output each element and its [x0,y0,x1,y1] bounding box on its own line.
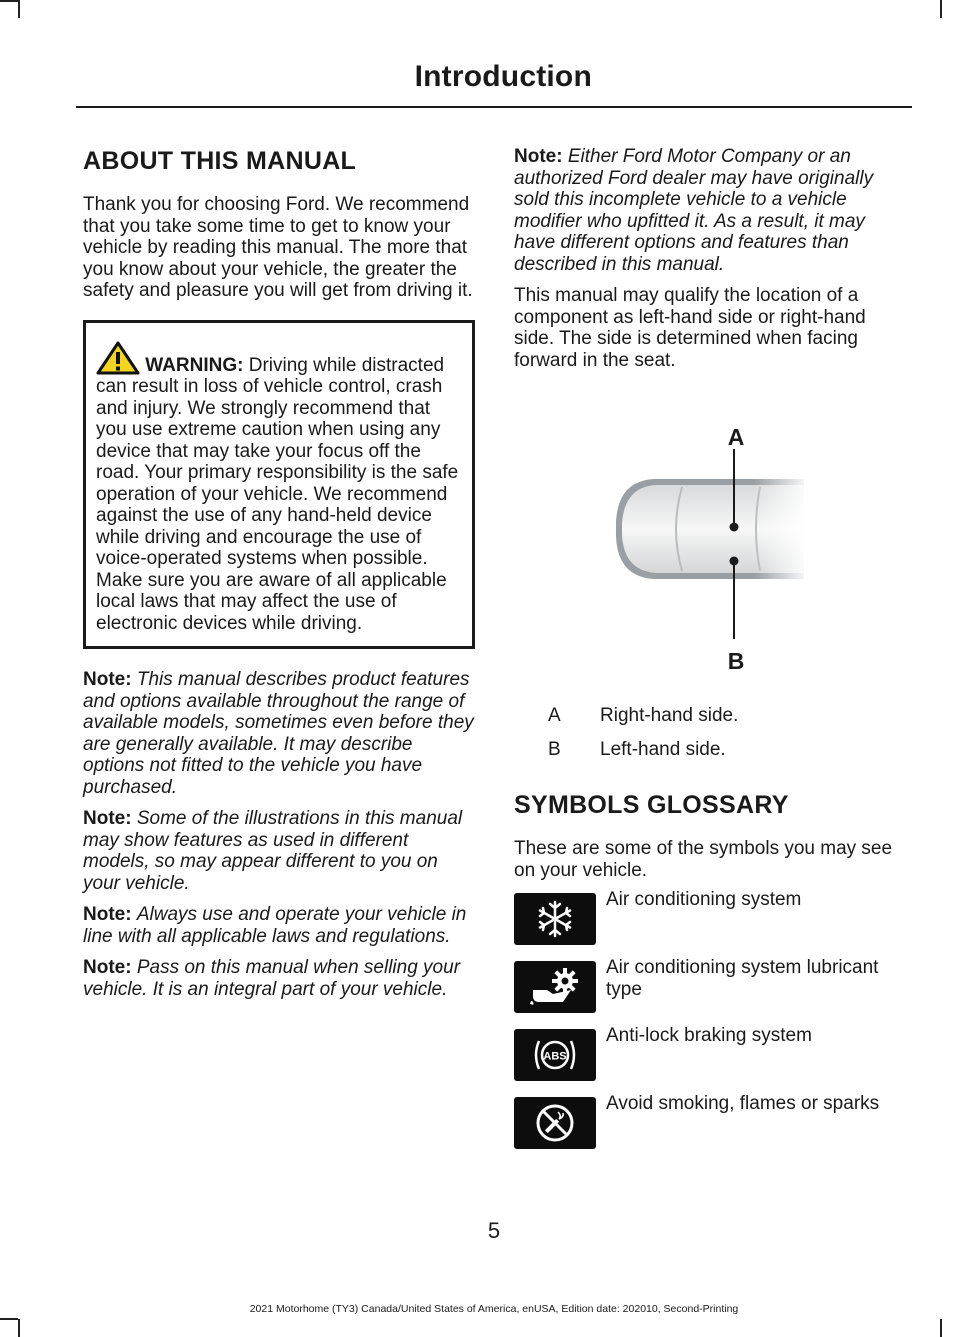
note-label: Note: [83,957,132,978]
left-column [83,146,475,1010]
page-header-title: Introduction [414,60,592,93]
glossary-intro: These are some of the symbols you may see on your vehicle. [514,838,893,881]
symbol-label: Air conditioning system [606,889,802,910]
crop-mark [0,1318,18,1320]
sides-paragraph: This manual may qualify the location of a component as left-hand side or right-hand side. The side is determined when facing forward in the seat. [514,285,866,371]
legend-key: A [548,705,561,726]
abs-icon [531,1033,579,1077]
legend-key: B [548,738,561,760]
warning-label: WARNING: [145,354,244,376]
intro-paragraph: Thank you for choosing Ford. We recommend that you take some time to get to know your vehicle by reading this manual. The more that you know about your vehicle, the greater the safety and pleasure you will get from driving it. [83,194,473,301]
section-heading-about: ABOUT THIS MANUAL [83,147,357,175]
crop-mark [940,0,942,18]
symbol-row [514,1093,910,1159]
note-label: Note: [514,146,563,167]
symbol-label: Avoid smoking, flames or sparks [606,1093,880,1114]
warning-triangle-icon [96,341,140,375]
legend-row [514,705,910,727]
legend-row [514,739,910,761]
crop-mark [0,0,18,2]
note-label: Note: [83,669,132,690]
symbol-icon-box [514,1097,596,1149]
section-heading-glossary: SYMBOLS GLOSSARY [514,791,789,819]
note-text: Pass on this manual when selling your vehicle. It is an integral part of your vehicle. [83,957,461,1000]
note-label: Note: [83,808,132,829]
crop-mark [940,1319,942,1337]
symbol-row [514,957,910,1023]
crop-mark [18,1319,20,1337]
note-label: Note: [83,904,132,925]
symbol-icon-box [514,961,596,1013]
warning-text: Driving while distracted can result in loss of vehicle control, crash and injury. We strongly recommend that you use extreme caution when using any device that may take your focus off the road. Your primary responsibility is the safe operation of your vehicle. We recommend against the use of any hand-held device while driving and encourage the use of voice-operated systems when possible. Make sure you are aware of all applicable local laws that may affect the use of electronic devices while driving. [96,354,459,634]
note-text: Either Ford Motor Company or an authorized Ford dealer may have originally sold this incomplete vehicle to a vehicle modifier who upfitted it. As a result, it may have different options and features than described in this manual. [514,146,874,275]
no-smoking-icon [534,1102,576,1144]
legend-text: Right-hand side. [600,705,739,726]
symbol-icon-box [514,1029,596,1081]
legend-text: Left-hand side. [600,738,726,760]
symbol-row [514,889,910,955]
warning-box [83,320,475,650]
car-top-view-illustration [514,387,910,677]
note-text: This manual describes product features and options available throughout the range of available models, sometimes even before they are generally available. It may describe options not fitted to the vehicle you have purchased. [83,669,474,798]
symbol-icon-box [514,893,596,945]
note-text: Always use and operate your vehicle in line with all applicable laws and regulations. [83,904,467,947]
header-rule [76,106,912,108]
symbol-label: Anti-lock braking system [606,1025,812,1046]
note-text: Some of the illustrations in this manual may show features as used in different models, so may appear different to you on your vehicle. [83,808,463,894]
symbol-label: Air conditioning system lubricant type [606,957,879,1000]
ac-lubricant-icon [527,966,583,1008]
right-column [514,146,910,1161]
symbol-row [514,1025,910,1091]
svg-text:ABS: ABS [543,1050,567,1063]
edition-footer: 2021 Motorhome (TY3) Canada/United States of America, enUSA, Edition date: 202010, Second-Printing [249,1303,739,1315]
figure-label-a: A [727,424,745,450]
figure-label-b: B [727,648,745,674]
page-number: 5 [487,1218,501,1243]
crop-mark [18,0,20,18]
snowflake-icon [535,899,575,939]
vehicle-sides-figure [514,387,910,677]
